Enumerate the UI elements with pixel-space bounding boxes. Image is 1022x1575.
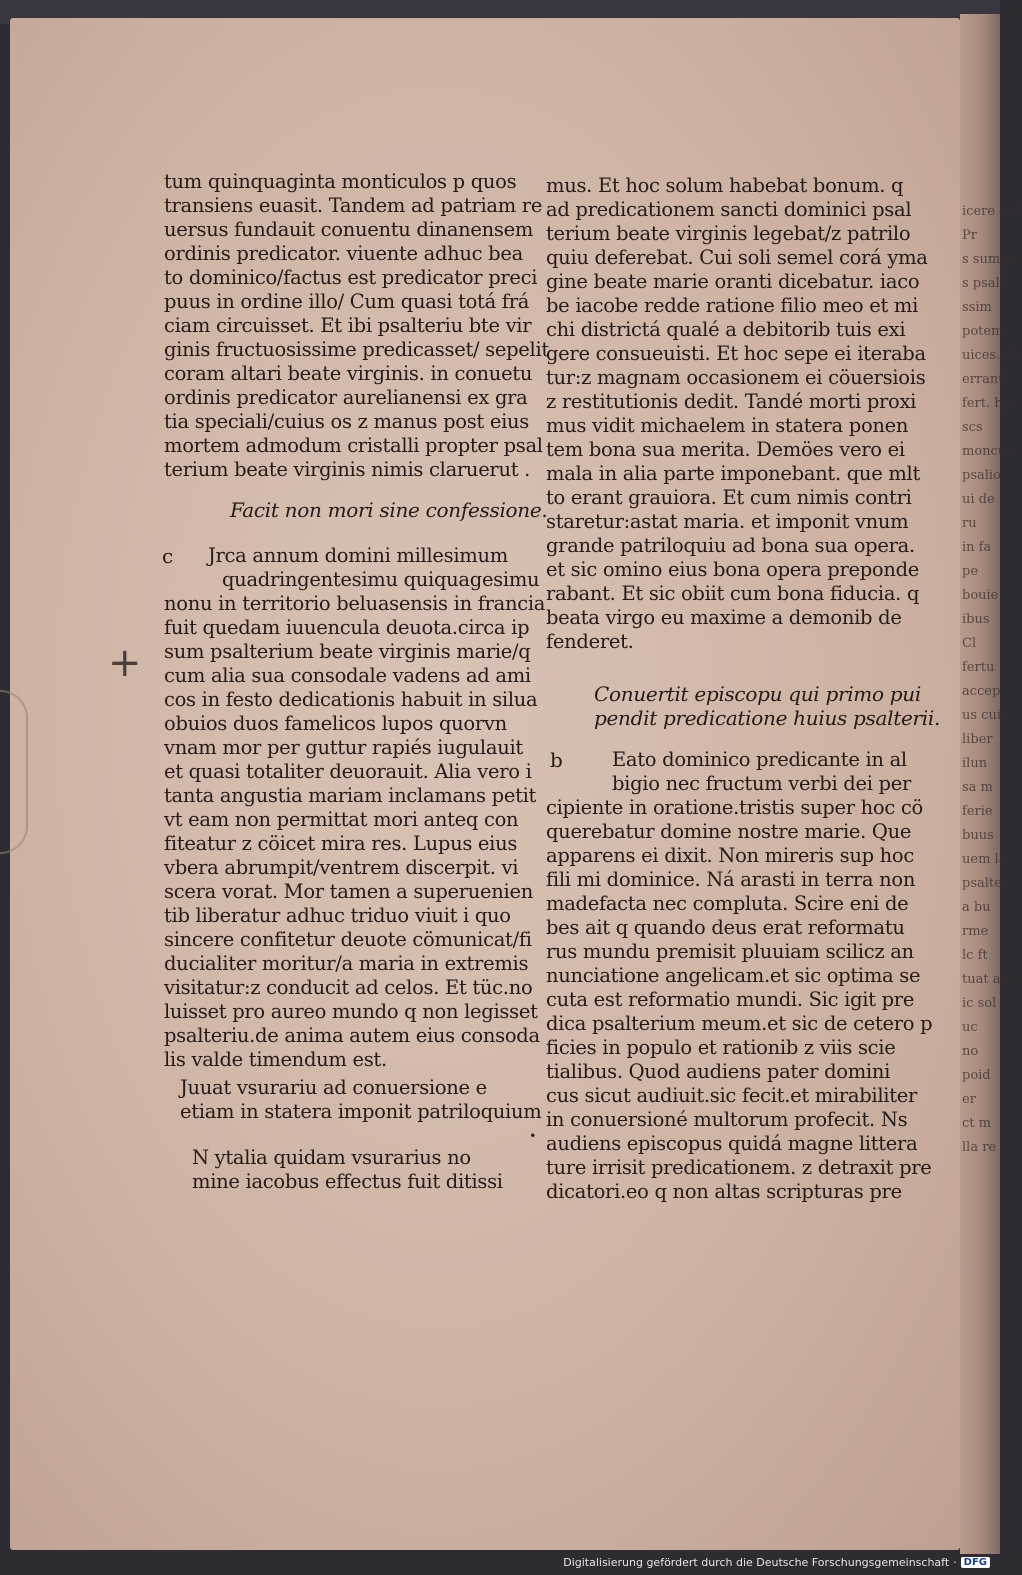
text-line: ic sol bbox=[962, 996, 997, 1011]
text-line: rabant. Et sic obiit cum bona fiducia. q bbox=[546, 582, 920, 605]
text-line: be iacobe redde ratione filio meo et mi bbox=[546, 294, 919, 317]
text-line: z restitutionis dedit. Tandé morti proxi bbox=[546, 390, 917, 413]
text-line: audiens episcopus quidá magne littera bbox=[546, 1132, 918, 1155]
ornament-dot: • bbox=[529, 1129, 536, 1143]
text-line: tum quinquaginta monticulos p quos bbox=[164, 170, 517, 193]
text-line: tia speciali/cuius os z manus post eius bbox=[164, 410, 529, 433]
text-line: s psalt bbox=[962, 276, 1005, 291]
text-line: terium beate virginis legebat/z patrilo bbox=[546, 222, 911, 245]
text-line: moncus bbox=[962, 444, 1013, 459]
text-line: rme bbox=[962, 924, 989, 939]
text-line: bes ait q quando deus erat reformatu bbox=[546, 916, 905, 939]
text-line: Juuat vsurariu ad conuersione e bbox=[180, 1076, 487, 1099]
text-line: gine beate marie oranti dicebatur. iaco bbox=[546, 270, 920, 293]
left-text-column bbox=[162, 170, 549, 1194]
text-line: et quasi totaliter deuorauit. Alia vero i bbox=[164, 760, 532, 783]
text-line: to dominico/factus est predicator preci bbox=[164, 266, 538, 289]
footer-credit bbox=[563, 1553, 990, 1571]
text-line: Cl bbox=[962, 636, 977, 651]
text-line: lc ft bbox=[962, 948, 988, 963]
section-heading-2 bbox=[546, 682, 941, 730]
text-line: ducialiter moritur/a maria in extremis bbox=[164, 952, 529, 975]
text-line: ordinis predicator aurelianensi ex gra bbox=[164, 386, 528, 409]
text-line: ad predicationem sancti dominici psal bbox=[546, 198, 912, 221]
text-line: fiteatur z cöicet mira res. Lupus eius bbox=[164, 832, 518, 855]
text-line: madefacta nec compluta. Scire eni de bbox=[546, 892, 909, 915]
text-line: er bbox=[962, 1092, 976, 1107]
footer-separator: · bbox=[953, 1555, 957, 1569]
text-line: tib liberatur adhuc triduo viuit i quo bbox=[164, 904, 511, 927]
text-line: sum psalterium beate virginis marie/q bbox=[164, 640, 531, 663]
section-marker-b: b bbox=[550, 748, 563, 772]
text-line: cuta est reformatio mundi. Sic igit pre bbox=[546, 988, 915, 1011]
text-line: liber bbox=[962, 732, 993, 747]
text-line: accep bbox=[962, 684, 1001, 699]
text-line: ferie bbox=[962, 804, 993, 819]
text-line: errant. bbox=[962, 372, 1008, 387]
text-line: tur:z magnam occasionem ei cöuersiois bbox=[546, 366, 926, 389]
text-line: N ytalia quidam vsurarius no bbox=[192, 1146, 471, 1169]
text-line: transiens euasit. Tandem ad patriam re bbox=[164, 194, 543, 217]
section-marker-c: c bbox=[162, 544, 173, 568]
text-line: icere sed bbox=[962, 204, 1022, 219]
text-line: psalter bbox=[962, 876, 1009, 891]
text-line: etiam in statera imponit patriloquium bbox=[180, 1100, 542, 1123]
text-line: ilun bbox=[962, 756, 988, 771]
text-line: uem la bbox=[962, 852, 1007, 867]
handwritten-cross-mark: + bbox=[108, 640, 142, 686]
text-line: ordinis predicator. viuente adhuc bea bbox=[164, 242, 523, 265]
text-line: mine iacobus effectus fuit ditissi bbox=[192, 1170, 503, 1193]
text-line: ui de bbox=[962, 492, 995, 507]
text-line: fenderet. bbox=[546, 630, 634, 653]
footer-text: Digitalisierung gefördert durch die Deutsche Forschungsgemeinschaft bbox=[563, 1555, 950, 1569]
text-line: terium beate virginis nimis claruerut . bbox=[164, 458, 531, 481]
text-line: no bbox=[962, 1044, 979, 1059]
text-line: tem bona sua merita. Demöes vero ei bbox=[546, 438, 905, 461]
text-line: pendit predicatione huius psalterii. bbox=[594, 706, 941, 730]
text-line: vnam mor per guttur rapiés iugulauit bbox=[164, 736, 523, 759]
text-line: poid bbox=[962, 1068, 991, 1083]
text-line: fert. hy bbox=[962, 396, 1010, 411]
text-line: quadringentesimu quiquagesimu bbox=[222, 568, 540, 591]
text-line: cipiente in oratione.tristis super hoc cö bbox=[546, 796, 923, 819]
text-line: fili mi dominice. Ná arasti in terra non bbox=[546, 868, 916, 891]
text-line: in fa bbox=[962, 540, 992, 555]
right-paragraph-1 bbox=[546, 174, 930, 654]
section-heading-1: Facit non mori sine confessione. bbox=[230, 498, 548, 522]
text-line: obuios duos famelicos lupos quorvn bbox=[164, 712, 507, 735]
text-line: Pr bbox=[962, 228, 977, 243]
text-line: querebatur domine nostre marie. Que bbox=[546, 820, 912, 843]
text-line: ct m bbox=[962, 1116, 991, 1131]
text-line: tuat an bbox=[962, 972, 1009, 987]
text-line: coram altari beate virginis. in conuetu bbox=[164, 362, 533, 385]
text-line: us cui bbox=[962, 708, 1001, 723]
text-line: ibus bbox=[962, 612, 990, 627]
text-line: apparens ei dixit. Non mireris sup hoc bbox=[546, 844, 914, 867]
text-line: vbera abrumpit/ventrem discerpit. vi bbox=[164, 856, 519, 879]
text-line: ru bbox=[962, 516, 977, 531]
text-line: mala in alia parte imponebant. que mlt bbox=[546, 462, 920, 485]
text-line: rus mundu premisit pluuiam scilicz an bbox=[546, 940, 914, 963]
text-line: lla re bbox=[962, 1140, 997, 1155]
text-line: Jrca annum domini millesimum bbox=[208, 544, 508, 567]
text-line: Eato dominico predicante in al bbox=[612, 748, 907, 771]
text-line: vt eam non permittat mori anteq con bbox=[164, 808, 519, 831]
text-line: nunciatione angelicam.et sic optima se bbox=[546, 964, 921, 987]
text-line: gere consueuisti. Et hoc sepe ei iteraba bbox=[546, 342, 926, 365]
text-line: buus bbox=[962, 828, 994, 843]
facing-page-bleed-through bbox=[962, 200, 1022, 1250]
text-line: Conuertit episcopu qui primo pui bbox=[594, 682, 921, 706]
text-line: cum alia sua consodale vadens ad ami bbox=[164, 664, 531, 687]
left-paragraph-2 bbox=[164, 544, 546, 1072]
text-line: mus. Et hoc solum habebat bonum. q bbox=[546, 174, 904, 197]
text-line: puus in ordine illo/ Cum quasi totá frá bbox=[164, 290, 530, 313]
text-line: chi districtá qualé a debitorib tuis exi bbox=[546, 318, 906, 341]
text-line: scera vorat. Mor tamen a superuenien bbox=[164, 880, 533, 903]
text-line: pe bbox=[962, 564, 979, 579]
text-line: dica psalterium meum.et sic de cetero p bbox=[546, 1012, 933, 1035]
text-line: to erant grauiora. Et cum nimis contri bbox=[546, 486, 912, 509]
text-line: in conuersioné multorum profecit. Ns bbox=[546, 1108, 908, 1131]
text-line: grande patriloquiu ad bona sua opera. bbox=[546, 534, 915, 557]
text-line: staretur:astat maria. et imponit vnum bbox=[546, 510, 909, 533]
text-line: psalteriu.de anima autem eius consoda bbox=[164, 1024, 540, 1047]
text-line: dicatori.eo q non altas scripturas pre bbox=[546, 1180, 902, 1203]
right-text-column bbox=[546, 174, 941, 1204]
text-line: lis valde timendum est. bbox=[164, 1048, 387, 1071]
text-line: luisset pro aureo mundo q non legisset bbox=[164, 1000, 538, 1023]
text-line: uices. et bbox=[962, 348, 1018, 363]
left-paragraph-1 bbox=[164, 170, 549, 482]
text-line: et sic omino eius bona opera preponde bbox=[546, 558, 920, 581]
text-line: ficies in populo et rationib z viis scie bbox=[546, 1036, 896, 1059]
text-line: uc bbox=[962, 1020, 978, 1035]
text-line: ginis fructuosissime predicasset/ sepelit bbox=[164, 338, 549, 361]
text-line: bouie bbox=[962, 588, 999, 603]
text-line: fuit quedam iuuencula deuota.circa ip bbox=[164, 616, 530, 639]
text-line: nonu in territorio beluasensis in francia bbox=[164, 592, 546, 615]
text-line: ture irrisit predicationem. z detraxit pre bbox=[546, 1156, 932, 1179]
left-paragraph-4 bbox=[164, 1146, 536, 1194]
text-line: bigio nec fructum verbi dei per bbox=[612, 772, 911, 795]
text-line: tanta angustia mariam inclamans petit bbox=[164, 784, 537, 807]
text-line: beata virgo eu maxime a demonib de bbox=[546, 606, 902, 629]
text-line: ciam circuisset. Et ibi psalteriu bte vir bbox=[164, 314, 532, 337]
text-line: cos in festo dedicationis habuit in silua bbox=[164, 688, 538, 711]
text-line: sa m bbox=[962, 780, 993, 795]
binding-clasp bbox=[0, 690, 28, 854]
text-line: fertu bbox=[962, 660, 995, 675]
text-line: quiu deferebat. Cui soli semel corá yma bbox=[546, 246, 928, 269]
text-line: mortem admodum cristalli propter psal bbox=[164, 434, 543, 457]
text-line: sincere confitetur deuote cömunicat/fi bbox=[164, 928, 532, 951]
text-line: tialibus. Quod audiens pater domini bbox=[546, 1060, 891, 1083]
text-line: scs bbox=[962, 420, 983, 435]
text-line: potem bbox=[962, 324, 1004, 339]
text-line: psalio bbox=[962, 468, 1001, 483]
right-paragraph-2 bbox=[546, 748, 933, 1204]
text-line: s sum p bbox=[962, 252, 1013, 267]
text-line: cus sicut audiuit.sic fecit.et mirabiliter bbox=[546, 1084, 918, 1107]
left-paragraph-3 bbox=[164, 1076, 542, 1124]
text-line: ssim bbox=[962, 300, 992, 315]
text-line: visitatur:z conducit ad celos. Et tüc.no bbox=[164, 976, 533, 999]
text-line: mus vidit michaelem in statera ponen bbox=[546, 414, 909, 437]
dfg-logo: DFG bbox=[961, 1557, 990, 1568]
text-line: uersus fundauit conuentu dinanensem bbox=[164, 218, 534, 241]
text-line: a bu bbox=[962, 900, 991, 915]
